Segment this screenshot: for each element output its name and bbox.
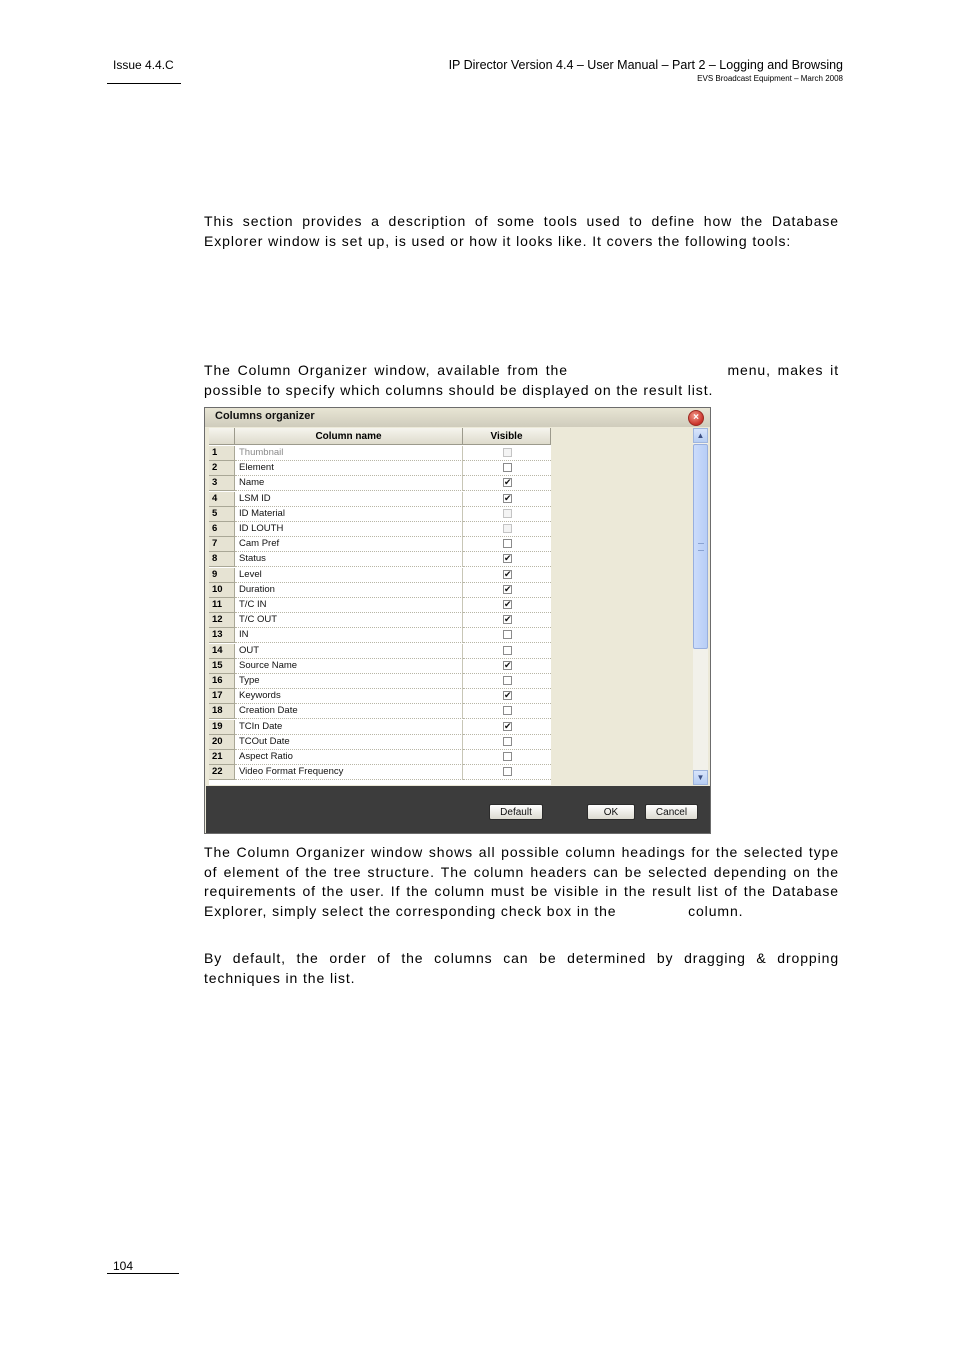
visible-checkbox[interactable]: ✔ [504,599,512,609]
row-number: 10 [209,583,235,598]
dialog-title: Columns organizer [215,410,315,422]
table-row[interactable] [209,522,551,537]
row-number: 5 [209,507,235,522]
column-name-cell[interactable]: OUT [235,644,463,659]
table-row[interactable] [209,507,551,522]
visible-cell [463,689,551,704]
visible-cell [463,461,551,476]
row-number: 14 [209,644,235,659]
row-number: 21 [209,750,235,765]
table-row[interactable] [209,598,551,613]
column-name-cell[interactable]: Element [235,461,463,476]
row-number: 6 [209,522,235,537]
scroll-up-icon[interactable]: ▲ [693,428,708,443]
issue-label: Issue 4.4.C [113,58,174,72]
row-number: 7 [209,537,235,552]
column-name-cell[interactable]: Status [235,552,463,567]
column-organizer-intro [204,361,839,400]
visible-checkbox[interactable] [503,676,512,685]
column-name-cell[interactable]: Type [235,674,463,689]
visible-cell [463,583,551,598]
visible-cell [463,476,551,491]
scroll-thumb[interactable] [693,444,708,649]
grip-icon [698,543,704,551]
visible-checkbox[interactable] [503,646,512,655]
default-button[interactable]: Default [489,804,543,820]
column-name-cell[interactable]: Source Name [235,659,463,674]
description-text-end: column. [688,902,744,919]
row-number: 22 [209,765,235,780]
manual-title: IP Director Version 4.4 – User Manual – Part 2 – Logging and Browsing [448,58,843,72]
visible-checkbox[interactable]: ✔ [504,720,512,731]
visible-checkbox[interactable] [503,509,512,518]
description-text: The Column Organizer window shows all possible column headings for the selected type of element of the tree structure. The column headers can be selected depending on the requirements of the user. If the column must be visible in the result list of the Database Explorer, simply select the corresponding check box in the [204,844,839,919]
visible-checkbox[interactable] [503,524,512,533]
visible-cell [463,568,551,583]
row-number: 16 [209,674,235,689]
column-name-cell[interactable]: T/C IN [235,598,463,613]
visible-cell [463,720,551,735]
cancel-button[interactable]: Cancel [645,804,698,820]
visible-checkbox[interactable]: ✔ [504,690,512,701]
visible-cell [463,492,551,507]
visible-checkbox[interactable] [503,448,512,457]
column-name-cell[interactable]: Cam Pref [235,537,463,552]
drag-drop-paragraph: By default, the order of the columns can be determined by dragging & dropping techniques in the list. [204,950,839,986]
page-number: 104 [113,1259,134,1273]
row-number: 17 [209,689,235,704]
column-name-cell[interactable]: Creation Date [235,704,463,719]
visible-checkbox[interactable] [503,706,512,715]
column-name-cell[interactable]: T/C OUT [235,613,463,628]
visible-cell [463,704,551,719]
visible-checkbox[interactable]: ✔ [504,614,512,625]
visible-checkbox[interactable] [503,737,512,746]
row-number: 18 [209,704,235,719]
row-number: 3 [209,476,235,491]
visible-cell [463,644,551,659]
table-row[interactable] [209,613,551,628]
table-row[interactable] [209,476,551,491]
row-number: 9 [209,568,235,583]
table-row[interactable] [209,461,551,476]
grid-header [209,428,551,446]
column-name-cell[interactable]: TCOut Date [235,735,463,750]
columns-organizer-dialog [204,407,711,834]
column-name-cell[interactable]: Level [235,568,463,583]
row-number: 13 [209,628,235,643]
visible-cell [463,446,551,461]
visible-checkbox[interactable]: ✔ [504,568,512,579]
dialog-footer [206,786,710,833]
row-number: 1 [209,446,235,461]
column-name-cell[interactable]: TCIn Date [235,720,463,735]
footer-rule [107,1273,179,1274]
intro-paragraph: This section provides a description of some tools used to define how the Database Explorer window is set up, is used or how it looks like. It covers the following tools: [204,213,839,249]
ok-button[interactable]: OK [587,804,635,820]
table-row[interactable] [209,765,551,780]
column-name-cell[interactable]: Duration [235,583,463,598]
visible-checkbox[interactable] [503,630,512,639]
column-name-cell[interactable]: IN [235,628,463,643]
table-row[interactable] [209,492,551,507]
visible-checkbox[interactable] [503,539,512,548]
visible-checkbox[interactable]: ✔ [504,492,512,503]
row-number: 12 [209,613,235,628]
close-icon[interactable]: × [688,410,704,426]
table-row[interactable] [209,568,551,583]
visible-checkbox[interactable] [503,463,512,472]
intro-text-part2: menu, makes it possible to specify which columns should be displayed on the result list. [204,362,839,398]
dialog-titlebar[interactable] [205,408,710,427]
table-row[interactable] [209,735,551,750]
header-rule [107,83,181,84]
table-row[interactable] [209,674,551,689]
table-row[interactable] [209,552,551,567]
header-visible[interactable]: Visible [463,428,551,445]
column-name-cell[interactable]: Keywords [235,689,463,704]
vertical-scrollbar[interactable] [693,428,708,785]
column-name-cell[interactable]: LSM ID [235,492,463,507]
column-name-cell[interactable]: Name [235,476,463,491]
table-row[interactable] [209,689,551,704]
row-number: 8 [209,552,235,567]
row-number: 11 [209,598,235,613]
visible-cell [463,537,551,552]
visible-cell [463,735,551,750]
table-row[interactable] [209,704,551,719]
table-row[interactable] [209,659,551,674]
manual-subtitle: EVS Broadcast Equipment – March 2008 [697,74,843,83]
table-row[interactable] [209,583,551,598]
visible-cell [463,552,551,567]
column-name-cell[interactable]: ID LOUTH [235,522,463,537]
table-row[interactable] [209,537,551,552]
visible-cell [463,613,551,628]
column-name-cell[interactable]: Thumbnail [235,446,463,461]
table-row[interactable] [209,644,551,659]
visible-checkbox[interactable]: ✔ [504,553,512,564]
visible-checkbox[interactable]: ✔ [504,477,512,488]
table-row[interactable] [209,628,551,643]
table-row[interactable] [209,446,551,461]
column-name-cell[interactable]: ID Material [235,507,463,522]
table-row[interactable] [209,720,551,735]
visible-cell [463,598,551,613]
row-number: 19 [209,720,235,735]
visible-cell [463,507,551,522]
row-number: 15 [209,659,235,674]
columns-grid [209,428,551,785]
row-number: 20 [209,735,235,750]
visible-cell [463,522,551,537]
visible-checkbox[interactable] [503,767,512,776]
visible-cell [463,674,551,689]
visible-checkbox[interactable] [503,752,512,761]
column-name-cell[interactable]: Video Format Frequency [235,765,463,780]
visible-cell [463,628,551,643]
visible-cell [463,750,551,765]
row-number: 4 [209,492,235,507]
visible-cell [463,659,551,674]
header-number [209,428,235,445]
visible-checkbox[interactable]: ✔ [504,583,512,594]
header-column-name[interactable]: Column name [235,428,463,445]
scroll-down-icon[interactable]: ▼ [693,770,708,785]
intro-text-part1: The Column Organizer window, available from the [204,362,568,378]
description-paragraph [204,843,839,921]
row-number: 2 [209,461,235,476]
column-name-cell[interactable]: Aspect Ratio [235,750,463,765]
visible-cell [463,765,551,780]
table-row[interactable] [209,750,551,765]
visible-checkbox[interactable]: ✔ [504,659,512,670]
